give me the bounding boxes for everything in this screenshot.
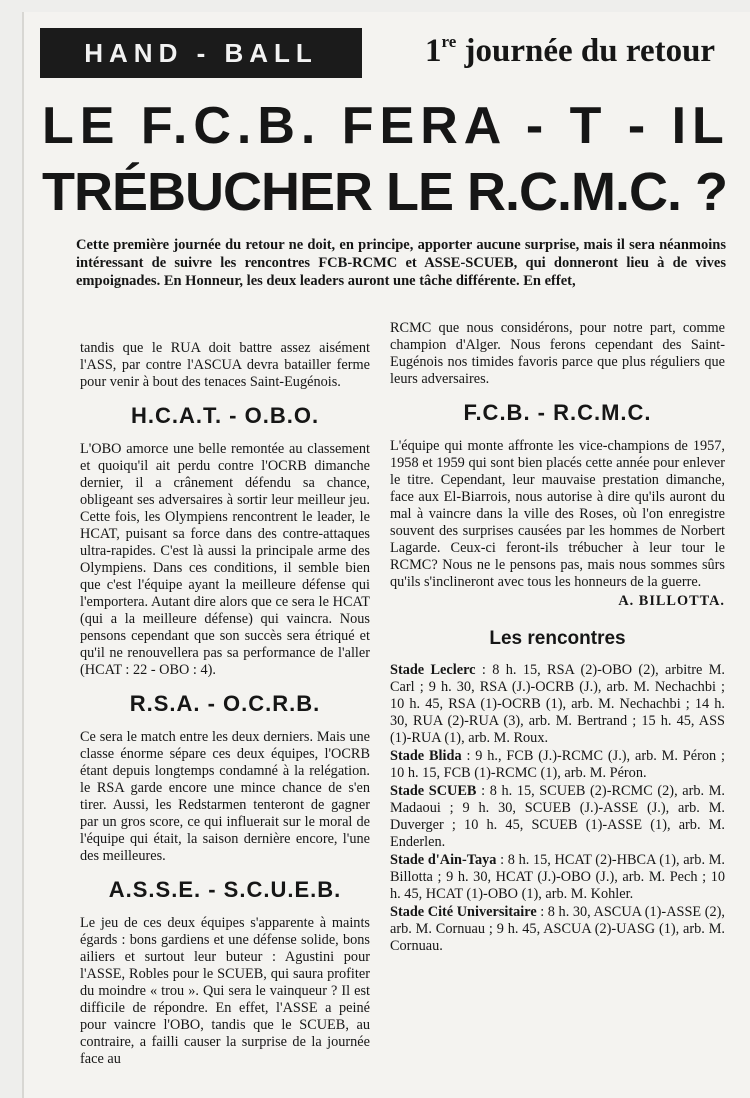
left-column (80, 340, 370, 1068)
fixture-details: : 8 h. 15, RSA (2)-OBO (2), arbitre M. Carl ; 9 h. 30, RSA (J.)-OCRB (J.), arb. M. Nechachbi ; 10 h. 45, RSA (1)-OCRB (1), arb. M. Nechachbi ; 14 h. 30, RUA (2)-RUA (3), arb. M. Bertrand ; 15 h. 45, ASS (1)-RUA (1), arb. M. Roux. (390, 662, 726, 746)
fixture-stade-blida (390, 748, 725, 782)
author-signature: A. BILLOTTA. (618, 593, 725, 609)
round-number: 1 (425, 33, 442, 69)
subheading-rsa-ocrb: R.S.A. - O.C.R.B. (129, 691, 321, 716)
round-label (425, 32, 725, 70)
fixture-venue: Stade d'Ain-Taya (390, 852, 497, 868)
fixture-venue: Stade SCUEB (390, 783, 477, 799)
section-label: HAND - BALL (40, 28, 362, 78)
asse-scueb-body: Le jeu de ces deux équipes s'apparente à maints égards : bons gardiens et une défense solide, bons ailiers et surtout leur buteur : Agustini pour l'ASSE, Robles pour le SCUEB, qui saura profiter du moindre « trou ». Qui sera le vainqueur ? Il est difficile de répondre. En effet, l'ASSE a peiné pour vaincre l'OBO, tandis que le SCUEB, au contraire, a failli causer la surprise de la journée face au (80, 915, 370, 1067)
right-intro: RCMC que nous considérons, pour notre part, comme champion d'Alger. Nous ferons cependant des Saint-Eugénois nos timides favoris parce que plus réguliers que leurs adversaires. (390, 320, 725, 387)
fixture-stade-cite-universitaire (390, 904, 725, 955)
left-intro: tandis que le RUA doit battre assez aisément l'ASS, par contre l'ASCUA devra batailler ferme pour venir à bout des tenaces Saint-Eugénois. (80, 340, 370, 390)
fixture-venue: Stade Blida (390, 748, 462, 764)
fixture-stade-leclerc (390, 662, 725, 747)
rencontres-heading: Les rencontres (489, 628, 626, 649)
round-suffix: re (441, 32, 457, 51)
subheading-fcb-rcmc: F.C.B. - R.C.M.C. (463, 400, 652, 425)
fixture-venue: Stade Leclerc (390, 662, 476, 678)
fixture-stade-scueb (390, 783, 725, 851)
headline-line-2: TRÉBUCHER LE R.C.M.C. ? (42, 162, 727, 222)
fixture-details: : 8 h. 15, SCUEB (2)-RCMC (2), arb. M. Madaoui ; 9 h. 30, SCUEB (J.)-ASSE (J.), arb. M. Duverger ; 10 h. 45, SCUEB (1)-ASSE (1), arb. M. Enderlen. (390, 783, 726, 850)
fcb-rcmc-body: L'équipe qui monte affronte les vice-champions de 1957, 1958 et 1959 qui sont bien placés cette année pour enlever le titre. Cependant, leur mauvaise prestation dimanche, face aux El-Biarrois, nous autorise à dire qu'ils auront du mal à vaincre dans la ville des Roses, où l'on enregistre souvent des surprises causées par les hommes de Norbert Lagarde. Ceux-ci feront-ils trébucher à leur tour le RCMC? Nous ne le pensons pas, mais nous sommes sûrs qu'ils s'inclineront avec tous les honneurs de la guerre. (390, 438, 725, 590)
fixture-venue: Stade Cité Universitaire (390, 904, 537, 920)
rsa-ocrb-body: Ce sera le match entre les deux derniers. Mais une classe énorme sépare ces deux équipes, l'OCRB étant depuis longtemps condamné à la relégation. le RSA garde encore une mince chance de s'en tirer. Aussi, les Redstarmen tenteront de gagner par un gros score, ce qui influerait sur le moral de l'équipe qui était, la saison dernière encore, l'une des meilleures. (80, 729, 370, 864)
round-text: journée du retour (456, 33, 716, 69)
lead-paragraph: Cette première journée du retour ne doit, en principe, apporter aucune surprise, mais il sera néanmoins intéressant de suivre les rencontres FCB-RCMC et ASSE-SCUEB, qui donneront lieu à de vives empoignades. En Honneur, les deux leaders auront une tâche différente. En effet, (76, 237, 726, 289)
fixture-details: : 8 h. 15, HCAT (2)-HBCA (1), arb. M. Billotta ; 9 h. 30, HCAT (J.)-OBO (J.), arb. M. Pech ; 10 h. 45, HCAT (1)-OBO (1), arb. M. Kohler. (390, 852, 725, 902)
subheading-asse-scueb: A.S.S.E. - S.C.U.E.B. (108, 877, 342, 902)
headline-line-1: LE F.C.B. FERA - T - IL (42, 97, 730, 155)
fixture-details: : 8 h. 30, ASCUA (1)-ASSE (2), arb. M. Cornuau ; 9 h. 45, ASCUA (2)-UASG (1), arb. M. Cornuau. (390, 904, 725, 954)
subheading-hcat-obo: H.C.A.T. - O.B.O. (130, 403, 320, 428)
fixture-details: : 9 h., FCB (J.)-RCMC (J.), arb. M. Péron ; 10 h. 15, FCB (1)-RCMC (1), arb. M. Péron. (390, 748, 725, 781)
fixture-stade-ain-taya (390, 852, 725, 903)
hcat-obo-body: L'OBO amorce une belle remontée au classement et quoiqu'il ait perdu contre l'OCRB dimanche dernier, il a crânement défendu sa chance, obligeant ses adversaires à sortir leur meilleur jeu. Cette fois, les Olympiens rencontrent le leader, le HCAT, puisant sa force dans des contre-attaques ultra-rapides. C'est là aussi la principale arme des Olympiens. Dans ces conditions, il semble bien que c'est l'équipe ayant la meilleure défense qui l'emportera. Autant dire alors que ce sera le HCAT (qui a la meilleure défense) qui vaincra. Nous pensons cependant que son succès sera étriqué et qu'il ne renouvellera pas sa performance de l'aller (HCAT : 22 - OBO : 4). (80, 441, 370, 678)
right-column (390, 320, 725, 956)
